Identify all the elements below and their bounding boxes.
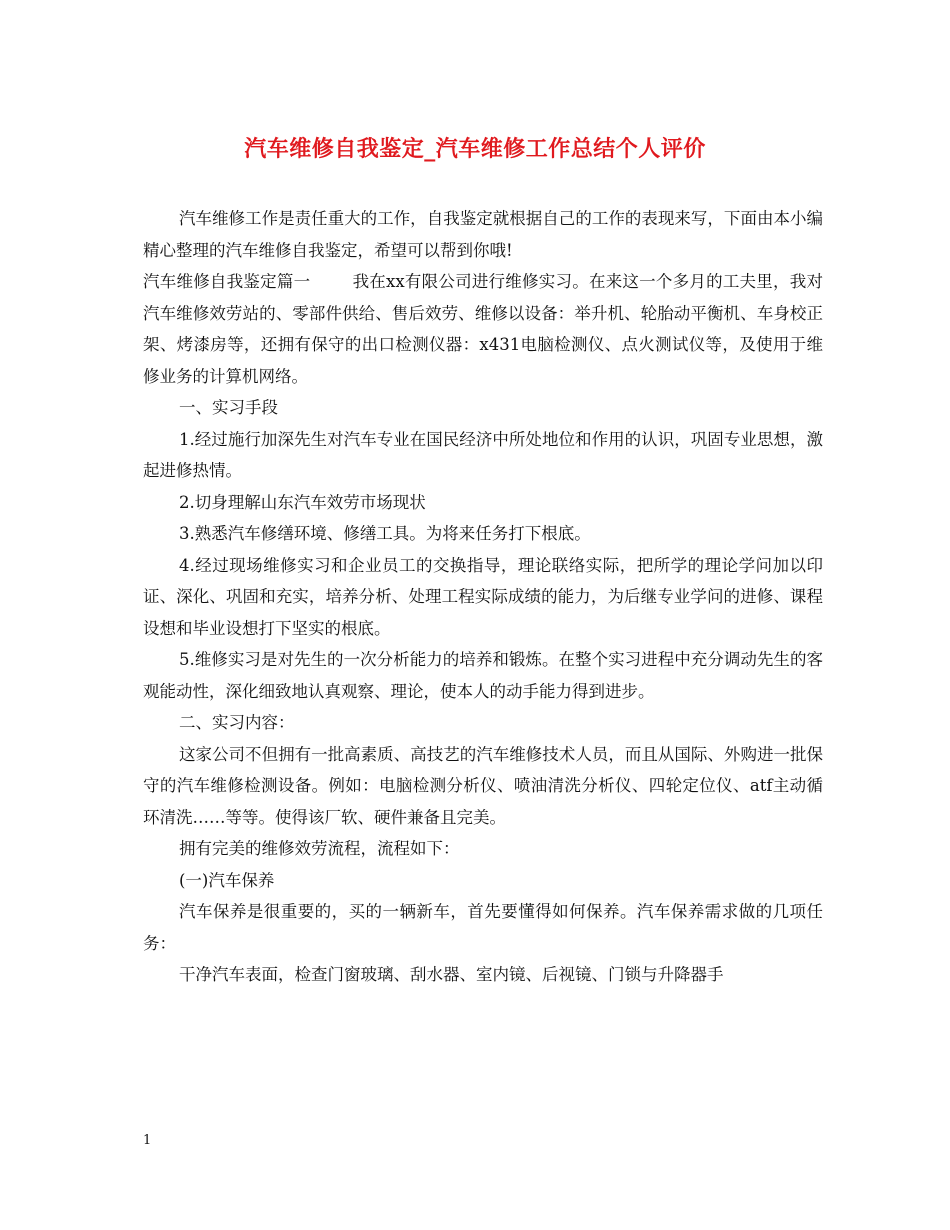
service-process-paragraph: 拥有完美的维修效劳流程，流程如下： — [179, 839, 460, 858]
purpose-item-2: 2.切身理解山东汽车效劳市场现状 — [179, 492, 426, 512]
company-paragraph: 这家公司不但拥有一批高素质、高技艺的汽车维修技术人员，而且从国际、外购进一批保守的汽车维修检测设备。例如：电脑检测分析仪、喷油清洗分析仪、四轮定位仪、atf主动循环清洗……等等。使得该厂软、硬件兼备且完美。 — [143, 744, 823, 827]
document-body — [143, 203, 823, 991]
intro-paragraph: 汽车维修工作是责任重大的工作，自我鉴定就根据自己的工作的表现来写，下面由本小编精心整理的汽车维修自我鉴定，希望可以帮到你哦! — [143, 209, 823, 260]
purpose-item-4: 4.经过现场维修实习和企业员工的交换指导，理论联络实际，把所学的理论学问加以印证、深化、巩固和充实，培养分析、处理工程实际成绩的能力，为后继专业学问的进修、课程设想和毕业设想打下坚实的根底。 — [143, 555, 823, 638]
page-number: 1 — [143, 1133, 152, 1148]
section-heading-part-one: 汽车维修自我鉴定篇一 — [143, 272, 311, 291]
internship-intro-text: 我在xx有限公司进行维修实习。在来这一个多月的工夫里，我对汽车维修效劳站的、零部件供给、售后效劳、维修以设备：举升机、轮胎动平衡机、车身校正架、烤漆房等，还拥有保守的出口检测仪器：x431电脑检测仪、点火测试仪等，及使用于维修业务的计算机网络。 — [143, 272, 823, 386]
cleaning-paragraph: 干净汽车表面，检查门窗玻璃、刮水器、室内镜、后视镜、门锁与升降器手 — [179, 965, 724, 984]
purpose-item-3: 3.熟悉汽车修缮环境、修缮工具。为将来任务打下根底。 — [179, 524, 591, 543]
document-title: 汽车维修自我鉴定_汽车维修工作总结个人评价 — [244, 136, 706, 162]
maintenance-paragraph: 汽车保养是很重要的，买的一辆新车，首先要懂得如何保养。汽车保养需求做的几项任务： — [143, 902, 823, 953]
heading-internship-content: 二、实习内容： — [179, 713, 295, 732]
purpose-item-5: 5.维修实习是对先生的一次分析能力的培养和锻炼。在整个实习进程中充分调动先生的客观能动性，深化细致地认真观察、理论，使本人的动手能力得到进步。 — [143, 650, 823, 701]
section-intro-line — [143, 266, 823, 392]
heading-car-maintenance: (一)汽车保养 — [179, 870, 275, 890]
heading-internship-purpose: 一、实习手段 — [179, 398, 278, 417]
purpose-item-1: 1.经过施行加深先生对汽车专业在国民经济中所处地位和作用的认识，巩固专业思想，激起进修热情。 — [143, 429, 823, 480]
